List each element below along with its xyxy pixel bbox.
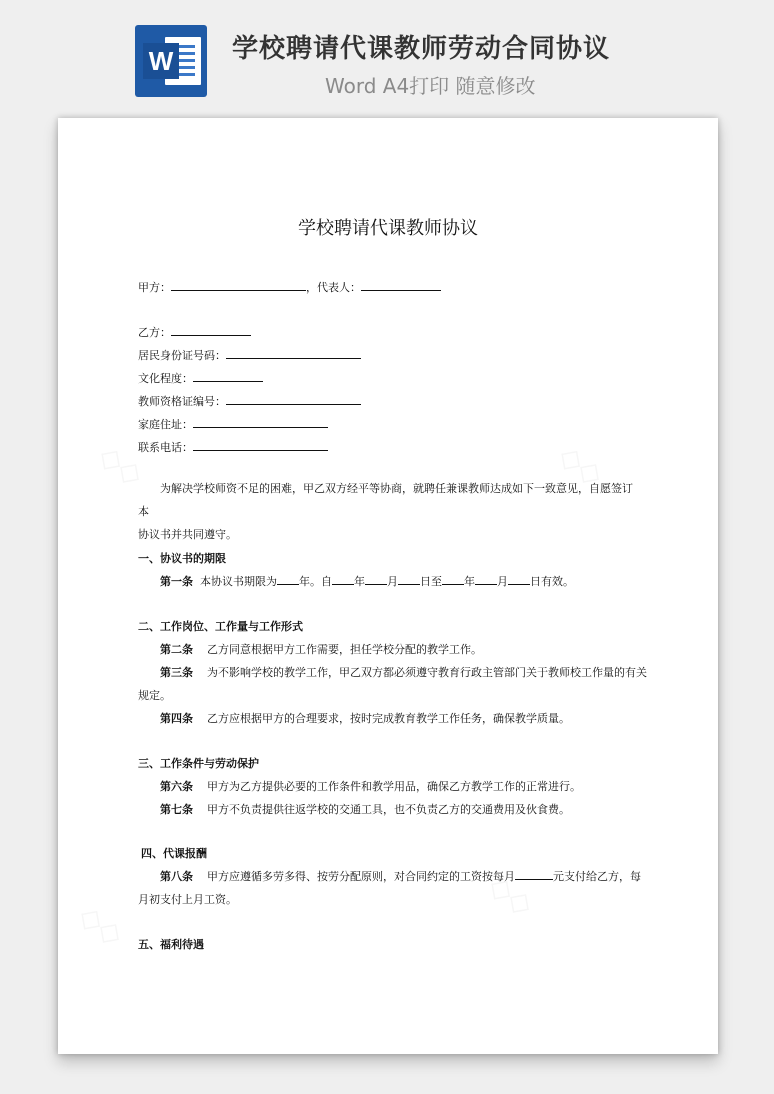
article-1: 第一条 本协议书期限为 年。自 年 月 日至 年 月 日有效。	[160, 575, 574, 588]
banner-subtitle: Word A4打印 随意修改	[325, 74, 536, 98]
article-3: 第三条 为不影响学校的教学工作，甲乙双方都必须遵守教育行政主管部门关于教师校工作量的有关	[160, 666, 647, 679]
start-day-blank[interactable]	[398, 574, 420, 585]
start-year-blank[interactable]	[332, 574, 354, 585]
start-month-blank[interactable]	[365, 574, 387, 585]
section-2-heading: 二、工作岗位、工作量与工作形式	[138, 620, 303, 633]
education-line: 文化程度：	[138, 370, 263, 386]
document-title: 学校聘请代课教师协议	[298, 218, 478, 239]
party-b-blank[interactable]	[171, 325, 251, 336]
phone-line: 联系电话：	[138, 439, 328, 455]
address-line: 家庭住址：	[138, 416, 328, 432]
address-blank[interactable]	[193, 417, 328, 428]
article-8: 第八条 甲方应遵循多劳多得、按劳分配原则，对合同约定的工资按每月 元支付给乙方，每	[160, 870, 641, 883]
teacher-cert-line: 教师资格证编号：	[138, 393, 361, 409]
section-3-heading: 三、工作条件与劳动保护	[138, 757, 259, 770]
end-year-blank[interactable]	[442, 574, 464, 585]
end-month-blank[interactable]	[475, 574, 497, 585]
section-4-heading: 四、代课报酬	[141, 847, 207, 860]
phone-blank[interactable]	[193, 440, 328, 451]
article-6: 第六条 甲方为乙方提供必要的工作条件和教学用品，确保乙方教学工作的正常进行。	[160, 780, 581, 793]
term-years-blank[interactable]	[277, 574, 299, 585]
id-line: 居民身份证号码：	[138, 347, 361, 363]
word-app-icon	[135, 25, 207, 97]
party-a-line: 甲方： ，代表人：	[138, 279, 441, 295]
intro-paragraph: 为解决学校师资不足的困难，甲乙双方经平等协商，就聘任兼课教师达成如下一致意见，自愿签订本 协议书并共同遵守。	[138, 482, 633, 541]
section-5-heading: 五、福利待遇	[138, 938, 204, 951]
article-2: 第二条 乙方同意根据甲方工作需要，担任学校分配的教学工作。	[160, 643, 482, 656]
party-a-blank[interactable]	[171, 280, 306, 291]
party-b-line: 乙方：	[138, 324, 251, 340]
document-page	[58, 118, 718, 1054]
article-4: 第四条 乙方应根据甲方的合理要求，按时完成教育教学工作任务，确保教学质量。	[160, 712, 570, 725]
header-banner	[0, 0, 774, 110]
representative-blank[interactable]	[361, 280, 441, 291]
end-day-blank[interactable]	[508, 574, 530, 585]
education-blank[interactable]	[193, 371, 263, 382]
word-letter-icon: W	[143, 43, 179, 79]
section-1-heading: 一、协议书的期限	[138, 552, 226, 565]
watermark-mark	[72, 898, 130, 953]
teacher-cert-blank[interactable]	[226, 394, 361, 405]
salary-blank[interactable]	[515, 869, 553, 880]
article-8-continued: 月初支付上月工资。	[138, 893, 237, 906]
article-3-continued: 规定。	[138, 689, 171, 702]
banner-title: 学校聘请代课教师劳动合同协议	[232, 34, 611, 64]
article-7: 第七条 甲方不负责提供往返学校的交通工具，也不负责乙方的交通费用及伙食费。	[160, 803, 570, 816]
id-blank[interactable]	[226, 348, 361, 359]
